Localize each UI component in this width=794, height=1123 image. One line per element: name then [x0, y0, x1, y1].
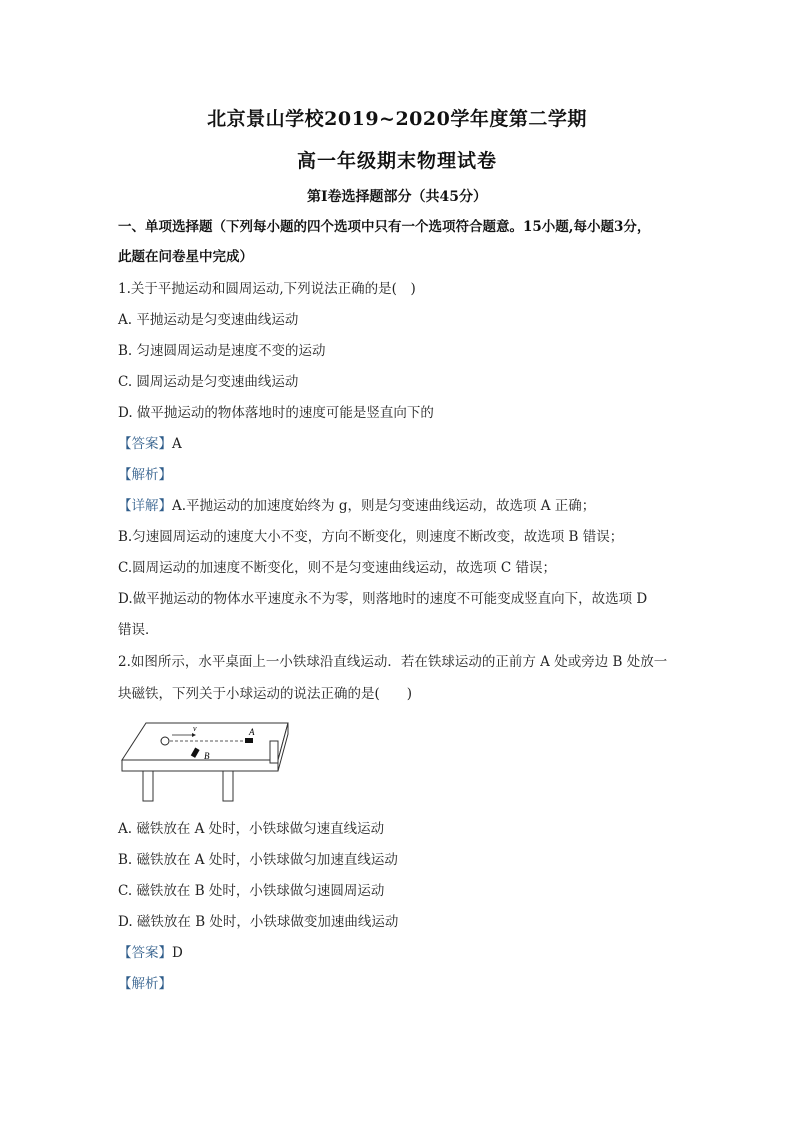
q1-analysis [118, 469, 172, 483]
page-subtitle: 高一年级期末物理试卷 [296, 150, 497, 172]
q2-option-c: C. 磁铁放在 B 处时，小铁球做匀速圆周运动 [118, 883, 385, 899]
answer-label: 【答案】 [118, 945, 172, 961]
section-title: 第Ⅰ卷选择题部分（共45分） [306, 189, 488, 205]
answer-label: 【答案】 [118, 436, 172, 452]
q1-option-d: D. 做平抛运动的物体落地时的速度可能是竖直向下的 [118, 405, 434, 421]
analysis-label: 【解析】 [118, 467, 172, 483]
q2-answer [118, 947, 183, 961]
analysis-label: 【解析】 [118, 976, 172, 992]
label-a: A [249, 727, 255, 737]
q2-analysis [118, 978, 172, 992]
q1-option-b: B. 匀速圆周运动是速度不变的运动 [118, 343, 326, 359]
detail-label: 【详解】 [118, 498, 172, 514]
q1-option-c: C. 圆周运动是匀变速曲线运动 [118, 374, 299, 390]
q1-detail-line: 错误． [118, 622, 159, 638]
q2-stem-line2: 块磁铁，下列关于小球运动的说法正确的是( ) [118, 686, 413, 702]
table-edge [122, 760, 278, 771]
answer-value: A [172, 436, 182, 452]
table-leg [223, 771, 233, 801]
table-leg [143, 771, 153, 801]
q2-option-d: D. 磁铁放在 B 处时，小铁球做变加速曲线运动 [118, 914, 399, 930]
q1-detail-line: C.圆周运动的加速度不断变化，则不是匀变速曲线运动，故选项 C 错误； [118, 560, 557, 576]
section-heading-line1: 一、单项选择题（下列每小题的四个选项中只有一个选项符合题意。15小题,每小题3分， [118, 219, 651, 235]
velocity-label: v [193, 724, 197, 733]
label-b: B [204, 751, 210, 761]
page-title: 北京景山学校2019~2020学年度第二学期 [207, 108, 587, 130]
q1-detail-line [118, 500, 595, 514]
q2-option-b: B. 磁铁放在 A 处时，小铁球做匀加速直线运动 [118, 852, 398, 868]
q1-stem: 1.关于平抛运动和圆周运动,下列说法正确的是( ) [118, 281, 416, 297]
answer-value: D [172, 945, 183, 961]
table-leg [270, 741, 278, 763]
q2-stem-line1: 2.如图所示，水平桌面上一小铁球沿直线运动．若在铁球运动的正前方 A 处或旁边 B 处放一 [118, 654, 668, 670]
q1-detail-line: B.匀速圆周运动的速度大小不变，方向不断变化，则速度不断改变，故选项 B 错误； [118, 529, 624, 545]
detail-text: A.平抛运动的加速度始终为 g，则是匀变速曲线运动，故选项 A 正确； [172, 498, 596, 514]
iron-ball [161, 737, 169, 745]
table-figure [118, 716, 298, 806]
q1-detail-line: D.做平抛运动的物体水平速度永不为零，则落地时的速度不可能变成竖直向下，故选项 D [118, 591, 648, 607]
q1-answer [118, 438, 182, 452]
q2-option-a: A. 磁铁放在 A 处时，小铁球做匀速直线运动 [118, 821, 385, 837]
section-heading-line2: 此题在问卷星中完成） [118, 249, 253, 265]
magnet-a [245, 738, 253, 743]
q1-option-a: A. 平抛运动是匀变速曲线运动 [118, 312, 299, 328]
